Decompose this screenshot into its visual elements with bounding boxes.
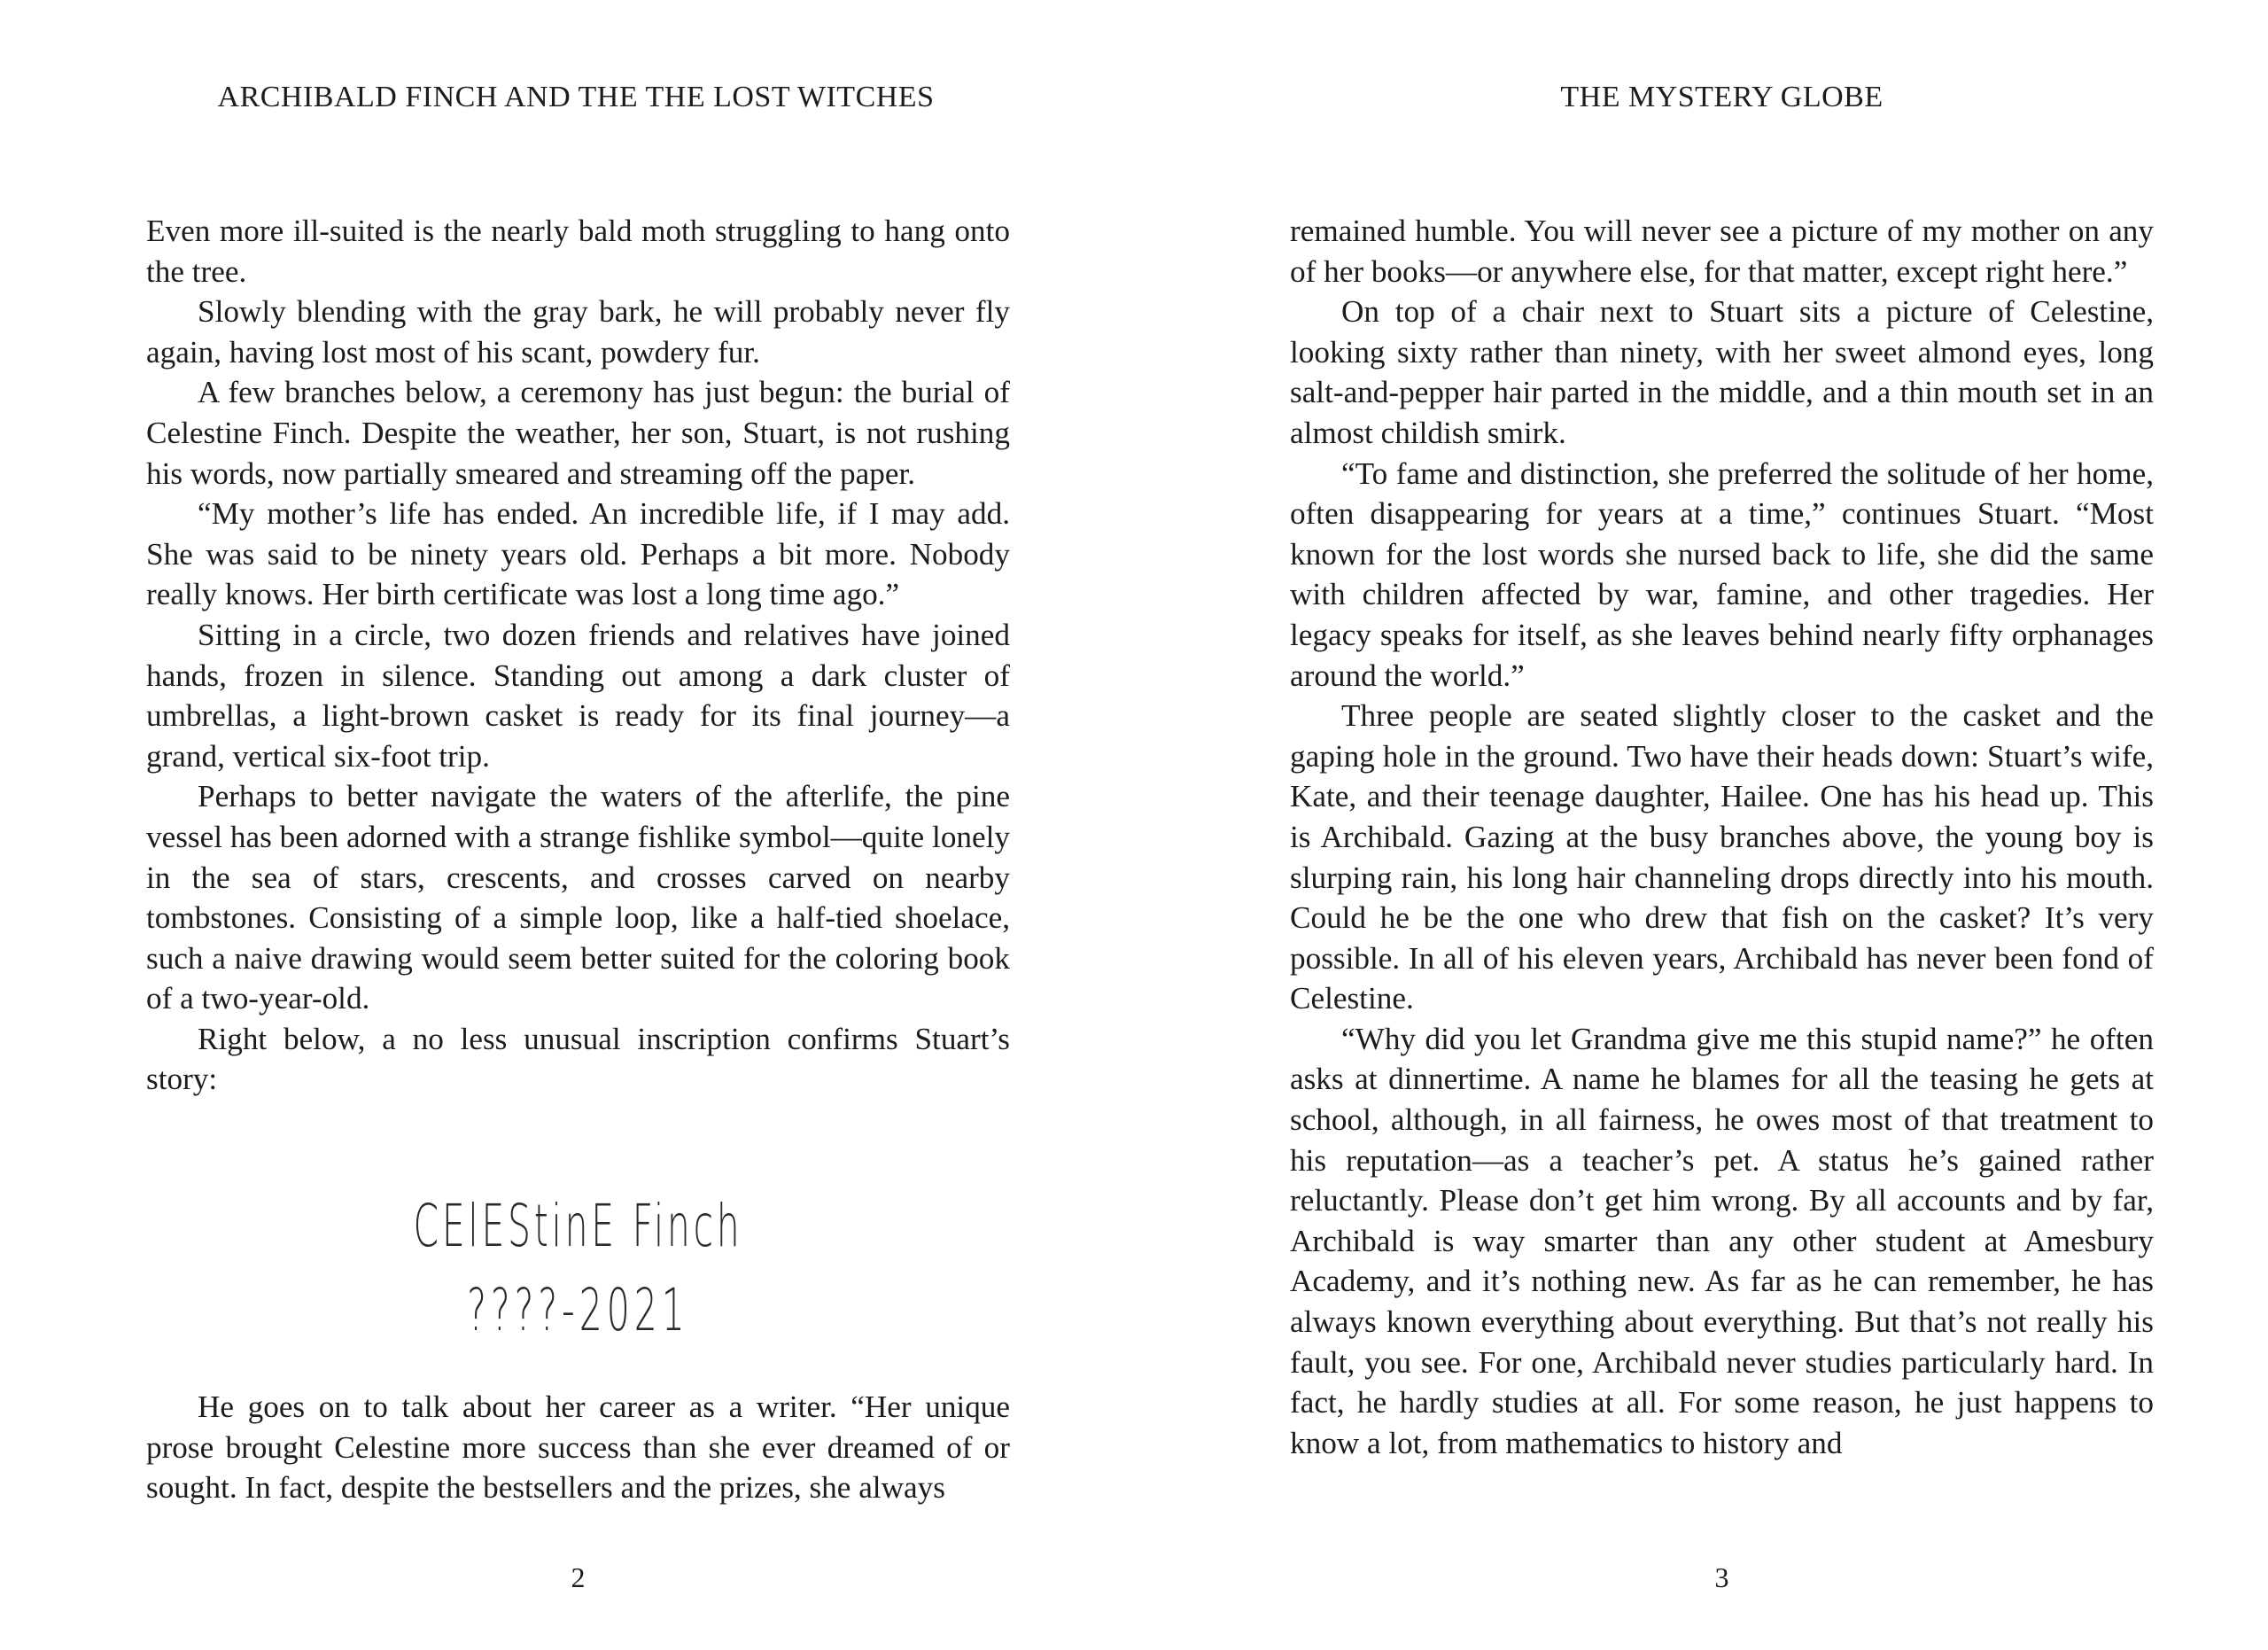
left-page [146,0,1010,1650]
page-number-right: 3 [1714,1561,1729,1593]
right-body-text [1290,211,2154,1463]
paragraph: Three people are seated slightly closer to the casket and the gaping hole in the ground. Two have their heads down: Stuart’s wife, Kate, and their teenage daughter, Hailee. One has his head up. This is Archibald. Gazing at the busy branches above, the young boy is slurping rain, his long hair channeling drops directly into his mouth. Could he be the one who drew that fish on the casket? It’s very possible. In all of his eleven years, Archibald has never been fond of Celestine. [1290,698,2154,1016]
paragraph: remained humble. You will never see a picture of my mother on any of her books—or anywhere else, for that matter, except right here.” [1290,214,2154,289]
paragraph: Perhaps to better navigate the waters of the afterlife, the pine vessel has been adorned with a strange fishlike symbol—quite lonely in the sea of stars, crescents, and crosses carved on nearby tombstones. Consisting of a simple loop, like a half-tied shoelace, such a naive drawing would seem better suited for the coloring book of a two-year-old. [146,779,1010,1016]
paragraph: He goes on to talk about her career as a writer. “Her unique prose brought Celestine more success than she ever dreamed of or sought. In fact, despite the bestsellers and the prizes, she always [146,1389,1010,1506]
left-body-text-continued [146,1387,1010,1508]
paragraph: A few branches below, a ceremony has just begun: the burial of Celestine Finch. Despite the weather, her son, Stuart, is not rushing his words, now partially smeared and streaming off the paper. [146,375,1010,491]
left-running-head: ARCHIBALD FINCH AND THE THE LOST WITCHES [217,81,935,113]
paragraph: “To fame and distinction, she preferred the solitude of her home, often disappearing for years at a time,” continues Stuart. “Most known for the lost words she nursed back to life, she did the same with children affected by war, famine, and other tragedies. Her legacy speaks for itself, as she leaves behind nearly fifty orphanages around the world.” [1290,455,2154,693]
paragraph: Slowly blending with the gray bark, he will probably never fly again, having lost most of his scant, powdery fur. [146,294,1010,370]
tombstone-inscription-dates: ????-2021 [467,1276,689,1344]
left-body-text [146,211,1010,1100]
paragraph: “My mother’s life has ended. An incredible life, if I may add. She was said to be ninety years old. Perhaps a bit more. Nobody really knows. Her birth certificate was lost a long time ago.” [146,496,1010,612]
paragraph: “Why did you let Grandma give me this stupid name?” he often asks at dinnertime. A name he blames for all the teasing he gets at school, although, in all fairness, he owes most of that treatment to his reputation—as a teacher’s pet. A status he’s gained rather reluctantly. Please don’t get him wrong. By all accounts and by far, Archibald is way smarter than any other student at Amesbury Academy, and it’s nothing new. As far as he can remember, he has always known everything about everything. But that’s not really his fault, you see. For one, Archibald never studies particularly hard. In fact, he hardly studies at all. For some reason, he just happens to know a lot, from mathematics to history and [1290,1021,2154,1460]
paragraph: Sitting in a circle, two dozen friends and relatives have joined hands, frozen in silence. Standing out among a dark cluster of umbrellas, a light-brown casket is ready for its final journey—a grand, vertical six-foot trip. [146,617,1010,774]
paragraph: Even more ill-suited is the nearly bald moth struggling to hang onto the tree. [146,214,1010,289]
tombstone-inscription-name: CElEStinE Finch [413,1192,743,1260]
right-running-head: THE MYSTERY GLOBE [1560,81,1884,113]
paragraph: On top of a chair next to Stuart sits a picture of Celestine, looking sixty rather than ninety, with her sweet almond eyes, long salt-and-pepper hair parted in the middle, and a thin mouth set in an almost childish smirk. [1290,294,2154,450]
paragraph: Right below, a no less unusual inscription confirms Stuart’s story: [146,1021,1010,1097]
page-number-left: 2 [571,1561,586,1593]
right-page [1290,0,2154,1650]
